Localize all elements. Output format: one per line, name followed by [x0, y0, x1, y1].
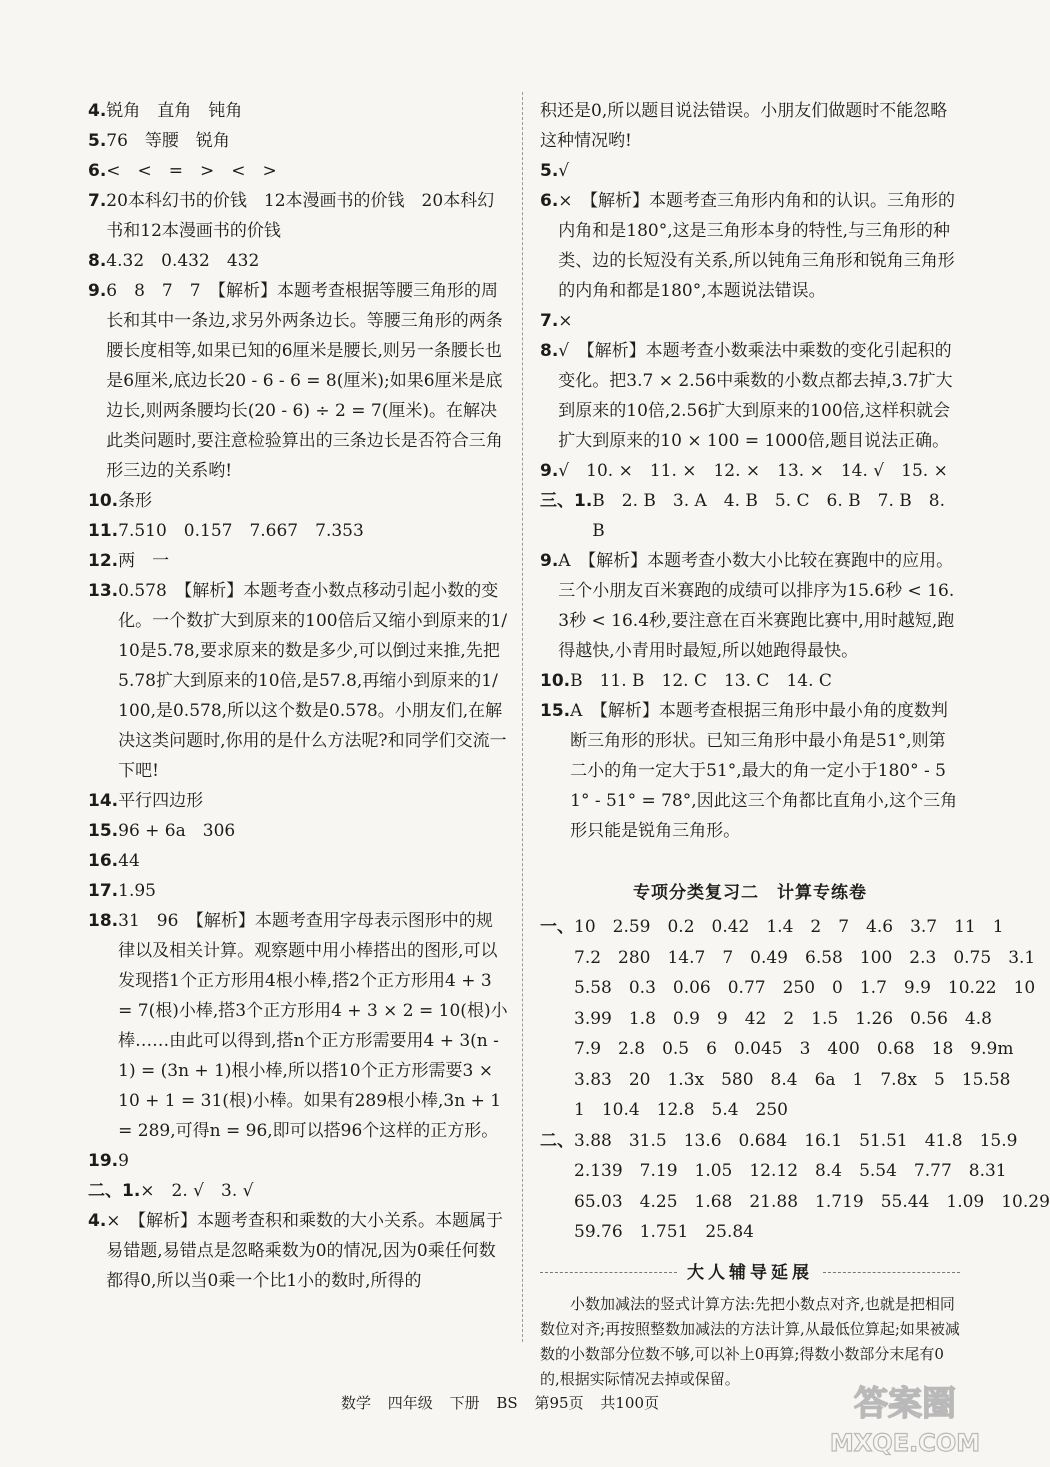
answer-text: 平行四边形	[118, 791, 204, 811]
answer-text: B 2. B 3. A 4. B 5. C 6. B 7. B 8. B	[592, 491, 951, 541]
answer-number: 14.	[88, 791, 119, 811]
part-one-rows	[574, 912, 1035, 1126]
answer-text: 两 一	[118, 551, 170, 571]
part-two-label: 二、	[540, 1130, 574, 1151]
answer-number: 7.	[88, 191, 107, 211]
answer-item	[88, 876, 508, 906]
calc-row: 7.2 280 14.7 7 0.49 6.58 100 2.3 0.75 3.1	[574, 947, 1036, 968]
answer-item	[88, 546, 508, 576]
answer-text: × 2. √ 3. √	[140, 1181, 254, 1201]
answer-number: 13.	[88, 581, 119, 601]
extension-header	[540, 1258, 960, 1288]
answer-text: √ 10. × 11. × 12. × 13. × 14. √ 15. ×	[558, 461, 948, 481]
calc-row: 3.88 31.5 13.6 0.684 16.1 51.51 41.8 15.9	[574, 1130, 1018, 1151]
answer-text: 锐角 直角 钝角	[106, 101, 243, 121]
answer-text: 6 8 7 7 【解析】本题考查根据等腰三角形的周长和其中一条边,求另外两条边长。等腰三角形的两条腰长度相等,如果已知的6厘米是腰长,则另一条腰长也是6厘米,底边长20 - 6 - 6 = 8(厘米);如果6厘米是底边长,则两条腰均长(20 - 6) ÷ 2 = 7(厘米)。在解决此类问题时,要注意检验算出的三条边长是否符合三角形三边的关系哟!	[106, 281, 503, 481]
extension-text: 小数加减法的竖式计算方法:先把小数点对齐,也就是把相同数位对齐;再按照整数加减法的方法计算,从最低位算起;如果被减数的小数部分位数不够,可以补上0再算;得数小数部分末尾有0的,根据实际情况去掉或保留。	[540, 1294, 960, 1388]
footer-grade: 四年级	[387, 1394, 433, 1412]
answer-item	[540, 306, 960, 336]
answer-text: 7.510 0.157 7.667 7.353	[118, 521, 364, 541]
calc-row: 3.83 20 1.3x 580 8.4 6a 1 7.8x 5 15.58	[574, 1069, 1011, 1090]
answer-item	[88, 186, 508, 246]
answer-number: 5.	[88, 131, 107, 151]
footer-volume: 下册	[449, 1394, 480, 1412]
answer-number: 18.	[88, 911, 119, 931]
answer-text: 条形	[118, 491, 153, 511]
answer-text: < < = > < >	[106, 161, 277, 181]
answer-text: × 【解析】本题考查积和乘数的大小关系。本题属于易错题,易错点是忽略乘数为0的情况,因为0乘任何数都得0,所以当0乘一个比1小的数时,所得的	[106, 1211, 504, 1291]
answer-number: 8.	[540, 341, 559, 361]
calc-part-two	[540, 1126, 1050, 1248]
answer-text: A 【解析】本题考查小数大小比较在赛跑中的应用。三个小朋友百米赛跑的成绩可以排序为15.6秒 < 16.3秒 < 16.4秒,要注意在百米赛跑比赛中,用时越短,跑得越快,小青用时最短,所以她跑得最快。	[558, 551, 955, 661]
answer-number: 5.	[540, 161, 559, 181]
answer-number: 9.	[540, 551, 559, 571]
answer-item	[540, 486, 960, 546]
answer-text: 0.578 【解析】本题考查小数点移动引起小数的变化。一个数扩大到原来的100倍后又缩小到原来的1/10是5.78,要求原来的数是多少,可以倒过来推,先把5.78扩大到原来的10倍,是57.8,再缩小到原来的1/100,是0.578,所以这个数是0.578。小朋友们,在解决这类问题时,你用的是什么方法呢?和同学们交流一下吧!	[118, 581, 508, 781]
left-column	[88, 96, 508, 1296]
answer-item	[540, 546, 960, 666]
footer-edition: BS	[496, 1394, 518, 1412]
answer-number: 4.	[88, 1211, 107, 1231]
answer-number: 9.	[88, 281, 107, 301]
answer-number: 6.	[88, 161, 107, 181]
answer-number: 11.	[88, 521, 119, 541]
answer-item	[88, 126, 508, 156]
watermark-text: 答案圈	[854, 1384, 956, 1424]
answer-item	[540, 156, 960, 186]
answer-number: 6.	[540, 191, 559, 211]
answer-item	[88, 816, 508, 846]
answer-text: √	[558, 161, 570, 181]
footer-page: 第95页	[534, 1394, 584, 1412]
answer-text: 31 96 【解析】本题考查用字母表示图形中的规律以及相关计算。观察题中用小棒搭出的图形,可以发现搭1个正方形用4根小棒,搭2个正方形用4 + 3 = 7(根)小棒,搭3个正方形用4 + 3 × 2 = 10(根)小棒……由此可以得到,搭n个正方形需要用4 + 3(n - 1) = (3n + 1)根小棒,所以搭10个正方形需要3 × 10 + 1 = 31(根)小棒。如果有289根小棒,3n + 1 = 289,可得n = 96,即可以搭96个这样的正方形。	[118, 911, 508, 1141]
answer-text: 76 等腰 锐角	[106, 131, 230, 151]
answer-number: 二、1.	[88, 1181, 141, 1201]
calc-row: 2.139 7.19 1.05 12.12 8.4 5.54 7.77 8.31	[574, 1161, 1007, 1181]
calc-row: 1 10.4 12.8 5.4 250	[574, 1100, 789, 1120]
answer-text: 44	[118, 851, 140, 871]
answer-item	[88, 906, 508, 1146]
answer-text: 1.95	[118, 881, 156, 901]
answer-item	[88, 576, 508, 786]
answer-number: 10.	[540, 671, 571, 691]
answer-text: √ 【解析】本题考查小数乘法中乘数的变化引起积的变化。把3.7 × 2.56中乘数的小数点都去掉,3.7扩大到原来的10倍,2.56扩大到原来的100倍,这样积就会扩大到原来的10 × 100 = 1000倍,题目说法正确。	[558, 341, 953, 451]
answer-number: 12.	[88, 551, 119, 571]
watermark-url: MXQE.COM	[829, 1429, 981, 1457]
footer-subject: 数学	[341, 1394, 372, 1412]
calc-part-one	[540, 912, 1036, 1126]
answer-number: 8.	[88, 251, 107, 271]
answer-item	[88, 516, 508, 546]
right-column	[540, 96, 1050, 1392]
answer-item	[88, 1206, 508, 1296]
answer-item	[88, 96, 508, 126]
calc-row: 3.99 1.8 0.9 9 42 2 1.5 1.26 0.56 4.8	[574, 1008, 992, 1029]
answer-text: × 【解析】本题考查三角形内角和的认识。三角形的内角和是180°,这是三角形本身的特性,与三角形的种类、边的长短没有关系,所以钝角三角形和锐角三角形的内角和都是180°,本题说法错误。	[558, 191, 956, 301]
answer-number: 7.	[540, 311, 559, 331]
answer-item	[540, 666, 960, 696]
section-title: 专项分类复习二 计算专练卷	[633, 883, 867, 903]
column-divider	[522, 92, 523, 1342]
answer-text: B 11. B 12. C 13. C 14. C	[570, 671, 832, 691]
calc-row: 5.58 0.3 0.06 0.77 250 0 1.7 9.9 10.22 10	[574, 978, 1036, 998]
answer-item	[88, 846, 508, 876]
answer-number: 三、1.	[540, 491, 593, 511]
answer-number: 16.	[88, 851, 119, 871]
calc-row: 7.9 2.8 0.5 6 0.045 3 400 0.68 18 9.9m	[574, 1039, 1014, 1059]
answer-text: 4.32 0.432 432	[106, 251, 260, 271]
answer-text: 9	[118, 1151, 129, 1171]
calc-row: 59.76 1.751 25.84	[574, 1222, 755, 1242]
right-answer-list	[540, 96, 960, 846]
footer-total: 共100页	[600, 1394, 659, 1412]
answer-text: 96 + 6a 306	[118, 821, 236, 841]
part-two-rows	[574, 1126, 1050, 1248]
calc-row: 10 2.59 0.2 0.42 1.4 2 7 4.6 3.7 11 1	[574, 917, 1004, 937]
answer-text: 积还是0,所以题目说法错误。小朋友们做题时不能忽略这种情况哟!	[540, 101, 948, 151]
extension-heading: 大人辅导延展	[687, 1262, 813, 1283]
answer-item	[540, 696, 960, 846]
answer-item	[540, 336, 960, 456]
watermark-logo	[830, 1375, 980, 1460]
answer-item	[88, 1146, 508, 1176]
answer-number: 10.	[88, 491, 119, 511]
answer-item	[88, 276, 508, 486]
answer-text: ×	[558, 311, 573, 331]
extension-rule-right	[823, 1272, 960, 1273]
answer-text: 20本科幻书的价钱 12本漫画书的价钱 20本科幻书和12本漫画书的价钱	[106, 191, 495, 241]
answer-item	[88, 786, 508, 816]
answer-item	[540, 186, 960, 306]
answer-number: 4.	[88, 101, 107, 121]
answer-item	[88, 246, 508, 276]
answer-item	[88, 156, 508, 186]
answer-number: 15.	[88, 821, 119, 841]
answer-number: 9.	[540, 461, 559, 481]
answer-number: 15.	[540, 701, 571, 721]
answer-item	[88, 1176, 508, 1206]
answer-number: 19.	[88, 1151, 119, 1171]
answer-item	[540, 456, 960, 486]
answer-text: A 【解析】本题考查根据三角形中最小角的度数判断三角形的形状。已知三角形中最小角是51°,则第二小的角一定大于51°,最大的角一定小于180° - 51° - 51° = 78°,因此这三个角都比直角小,这个三角形只能是锐角三角形。	[570, 701, 958, 841]
extension-rule-left	[540, 1272, 677, 1273]
answer-number: 17.	[88, 881, 119, 901]
answer-item	[540, 96, 960, 156]
calc-row: 65.03 4.25 1.68 21.88 1.719 55.44 1.09 10.29	[574, 1191, 1050, 1212]
part-one-label: 一、	[540, 917, 574, 937]
answer-item	[88, 486, 508, 516]
